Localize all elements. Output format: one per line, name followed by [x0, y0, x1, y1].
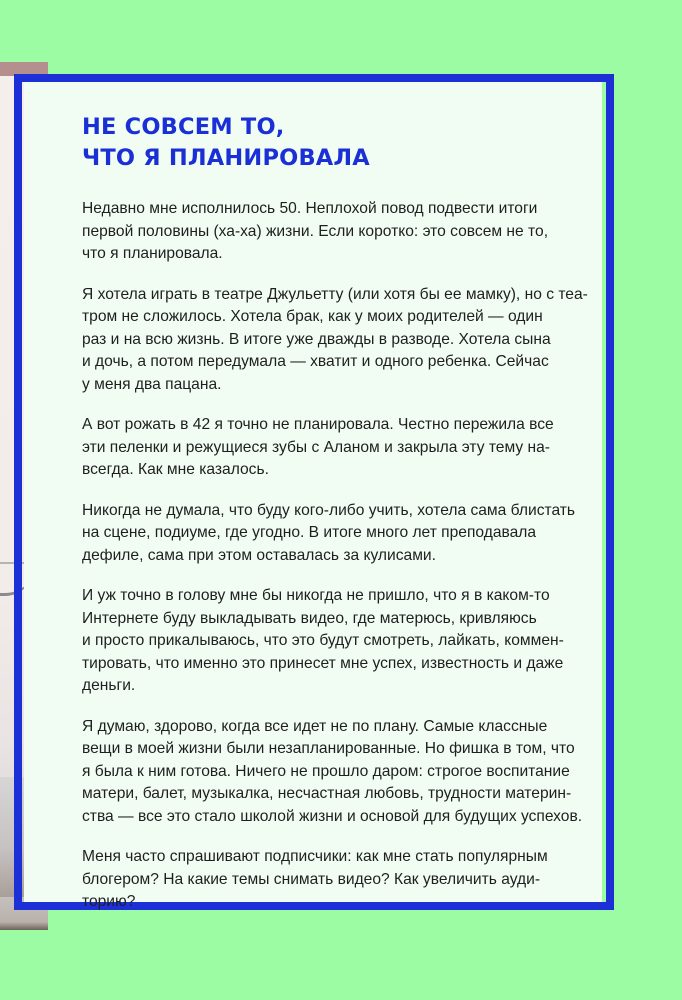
text-line: Недавно мне исполнилось 50. Неплохой повод подвести итоги — [82, 200, 538, 217]
text-line: дефиле, сама при этом оставалась за кулисами. — [82, 546, 436, 564]
text-line: торию? — [82, 893, 136, 910]
text-line: И уж точно в голову мне бы никогда не пришло, что я в каком-то — [82, 587, 550, 604]
text-line: матери, балет, музыкалка, несчастная любовь, трудности материн- — [82, 785, 572, 802]
text-line: тром не сложилось. Хотела брак, как у моих родителей — один — [82, 308, 543, 325]
text-line: у меня два пацана. — [82, 375, 222, 393]
title-line: ЧТО Я ПЛАНИРОВАЛА — [82, 145, 370, 171]
text-line: всегда. Как мне казалось. — [82, 461, 269, 478]
text-line: вещи в моей жизни были незапланированные. Но фишка в том, что — [82, 740, 575, 757]
text-line: Интернете буду выкладывать видео, где матерюсь, кривляюсь — [82, 609, 537, 627]
text-line: раз и на всю жизнь. В итоге уже дважды в разводе. Хотела сына — [82, 330, 551, 348]
text-line: Никогда не думала, что буду кого-либо учить, хотела сама блистать — [82, 501, 576, 519]
text-line: и просто прикалываюсь, что это будут смотреть, лайкать, коммен- — [82, 632, 564, 649]
article — [82, 112, 597, 932]
text-line: блогером? На какие темы снимать видео? Как увеличить ауди- — [82, 870, 541, 888]
text-line: что я планировала. — [82, 245, 223, 262]
text-line: ства — все это стало школой жизни и основой для будущих успехов. — [82, 807, 583, 825]
text-line: и дочь, а потом передумала — хватит и одного ребенка. Сейчас — [82, 353, 549, 370]
text-line: А вот рожать в 42 я точно не планировала. Честно пережила все — [82, 416, 554, 433]
page-title — [82, 112, 597, 174]
title-line: НЕ СОВСЕМ ТО, — [82, 114, 285, 140]
text-line: эти пеленки и режущиеся зубы с Аланом и закрыла эту тему на- — [82, 438, 550, 456]
paragraph — [82, 198, 597, 266]
paragraph — [82, 284, 597, 397]
text-line: на сцене, подиуме, где угодно. В итоге много лет преподавала — [82, 524, 537, 541]
text-line: тировать, что именно это принесет мне успех, известность и даже — [82, 654, 564, 672]
paragraph — [82, 846, 597, 914]
paragraph — [82, 716, 597, 829]
paragraph — [82, 414, 597, 482]
text-line: Меня часто спрашивают подписчики: как мне стать популярным — [82, 848, 548, 865]
text-line: Я хотела играть в театре Джульетту (или хотя бы ее мамку), но с теа- — [82, 285, 588, 303]
paragraph — [82, 585, 597, 698]
text-line: Я думаю, здорово, когда все идет не по плану. Самые классные — [82, 717, 548, 735]
paragraph — [82, 500, 597, 568]
text-line: первой половины (ха-ха) жизни. Если коротко: это совсем не то, — [82, 222, 549, 240]
text-line: деньги. — [82, 677, 136, 694]
text-line: я была к ним готова. Ничего не прошло даром: строгое воспитание — [82, 762, 570, 780]
